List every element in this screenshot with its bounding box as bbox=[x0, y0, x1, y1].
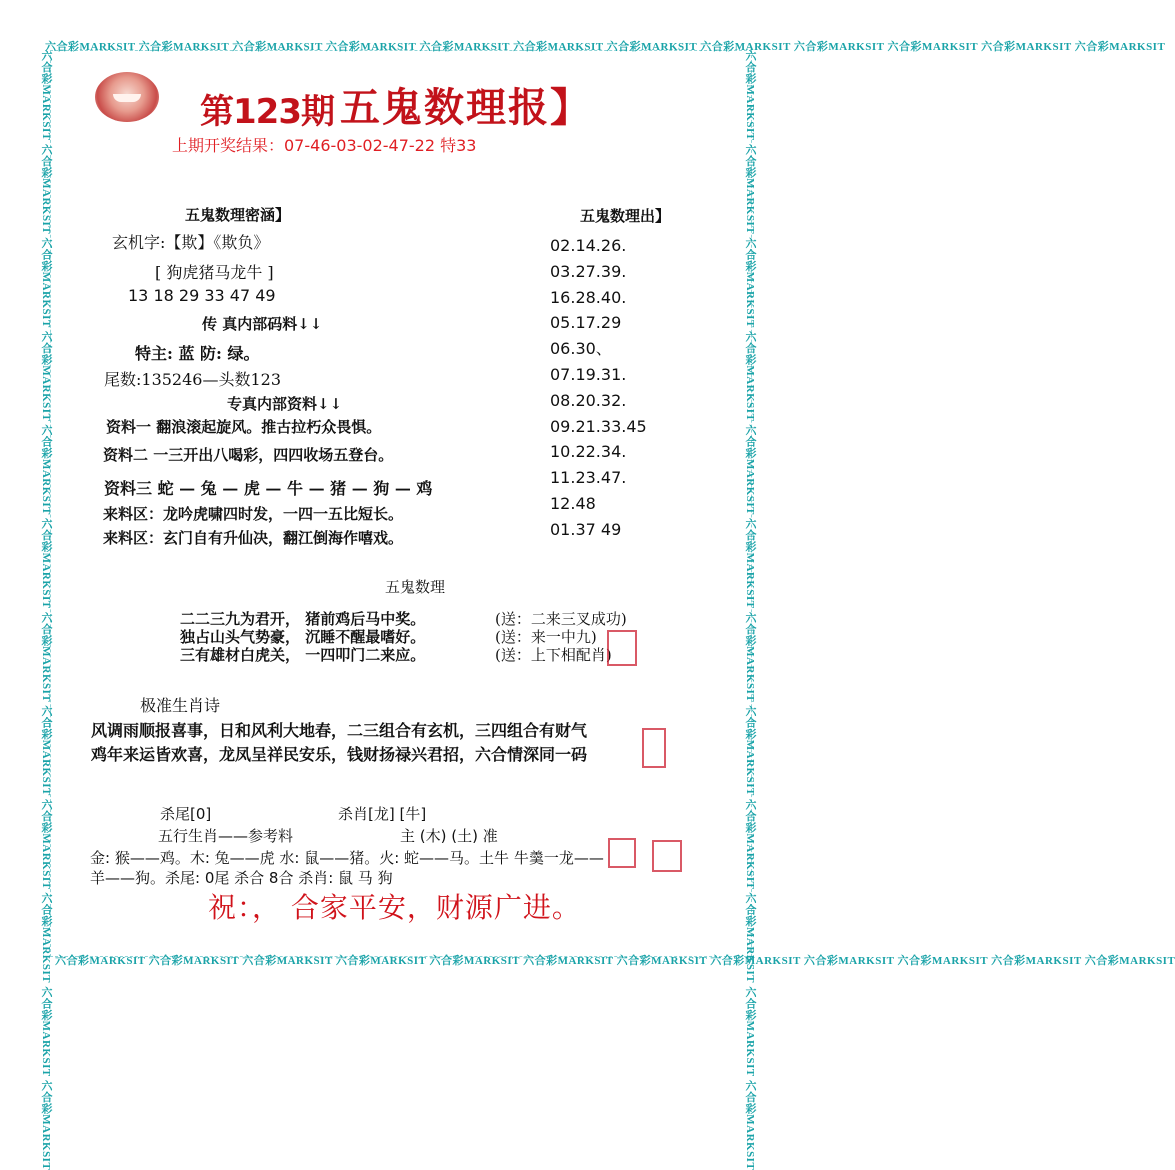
red-seal-stamp-2 bbox=[642, 728, 666, 768]
source-line-1: 来料区：龙吟虎啸四时发，一四一五比短长。 bbox=[103, 505, 404, 523]
number-row: 10.22.34. bbox=[550, 442, 627, 462]
number-row: 16.28.40. bbox=[550, 287, 627, 307]
red-seal-stamp-3 bbox=[608, 838, 636, 868]
poem-line-1: 风调雨顺报喜事，日和风利大地春，二三组合有玄机，三四组合有财气 bbox=[91, 721, 588, 740]
mystery-word: 玄机字:【欺】《欺负》 bbox=[112, 233, 270, 252]
poem-heading: 极准生肖诗 bbox=[140, 696, 221, 715]
watermark-border-right: 六合彩MARKSIT 六合彩MARKSIT 六合彩MARKSIT 六合彩MARKSIT 六合彩MARKSIT 六合彩MARKSIT 六合彩MARKSIT 六合彩MARKSIT 六合彩MARKSIT 六合彩MARKSIT 六合彩MARKSIT 六合彩MARKSIT bbox=[744, 50, 756, 1170]
kill-zodiac: 杀肖[龙] [牛] bbox=[338, 805, 427, 823]
elements-line-1: 金: 猴——鸡。木: 兔——虎 水: 鼠——猪。火: 蛇——马。土牛 牛羹一龙—— bbox=[90, 849, 604, 867]
source-line-2: 来料区：玄门自有升仙决，翻江倒海作嘻戏。 bbox=[103, 529, 404, 547]
key-numbers: 13 18 29 33 47 49 bbox=[128, 286, 276, 305]
blessing: 祝：， 合家平安，财源广进。 bbox=[208, 891, 581, 924]
zodiac-group: [ 狗虎猪马龙牛 ] bbox=[155, 263, 274, 282]
watermark-border-left: 六合彩MARKSIT 六合彩MARKSIT 六合彩MARKSIT 六合彩MARKSIT 六合彩MARKSIT 六合彩MARKSIT 六合彩MARKSIT 六合彩MARKSIT 六合彩MARKSIT 六合彩MARKSIT 六合彩MARKSIT 六合彩MARKSIT bbox=[40, 50, 52, 1170]
verse-note-1: (送：二来三叉成功) bbox=[495, 610, 627, 628]
red-seal-stamp bbox=[607, 630, 637, 666]
fax-header-2: 专真内部资料↓↓ bbox=[227, 395, 343, 413]
number-row: 08.20.32. bbox=[550, 390, 627, 410]
issue-number: 第123期 bbox=[200, 92, 334, 132]
paper-title: 五鬼数理报】 bbox=[340, 84, 592, 131]
fax-header: 传 真内部码料↓↓ bbox=[202, 315, 323, 333]
left-heading: 五鬼数理密涵】 bbox=[185, 206, 291, 224]
number-row: 02.14.26. bbox=[550, 236, 627, 255]
main-element: 主 (木) (土) 准 bbox=[400, 827, 498, 845]
red-seal-stamp-4 bbox=[652, 840, 682, 872]
elements-line-2: 羊——狗。杀尾: 0尾 杀合 8合 杀肖: 鼠 马 狗 bbox=[90, 869, 393, 887]
five-elements-title: 五行生肖——参考料 bbox=[158, 827, 294, 845]
data-line-3: 资料三 蛇 — 兔 — 虎 — 牛 — 猪 — 狗 — 鸡 bbox=[104, 479, 433, 498]
verse-line-3: 三有雄材白虎关， 一四叩门二来应。 bbox=[180, 646, 426, 664]
number-row: 01.37 49 bbox=[550, 519, 622, 539]
number-list bbox=[550, 233, 647, 543]
poem-line-2: 鸡年来运皆欢喜，龙凤呈祥民安乐，钱财扬禄兴君招，六合情深同一码 bbox=[91, 745, 588, 764]
number-row: 03.27.39. bbox=[550, 261, 627, 281]
kill-tail: 杀尾[0] bbox=[160, 805, 212, 823]
number-row: 06.30、 bbox=[550, 339, 612, 359]
watermark-border-top: 六合彩MARKSIT 六合彩MARKSIT 六合彩MARKSIT 六合彩MARKSIT 六合彩MARKSIT 六合彩MARKSIT 六合彩MARKSIT 六合彩MARKSIT 六合彩MARKSIT 六合彩MARKSIT 六合彩MARKSIT 六合彩MARKSIT bbox=[45, 41, 1166, 53]
number-row: 05.17.29 bbox=[550, 313, 622, 333]
number-row: 12.48 bbox=[550, 493, 596, 513]
tail-head-numbers: 尾数:135246—头数123 bbox=[104, 370, 282, 389]
data-line-2: 资料二 一三开出八喝彩，四四收场五登台。 bbox=[103, 446, 394, 464]
verse-line-1: 二二三九为君开， 猪前鸡后马中奖。 bbox=[180, 610, 426, 628]
ghost-face-logo bbox=[95, 72, 159, 122]
number-row: 09.21.33.45 bbox=[550, 416, 647, 436]
number-row: 07.19.31. bbox=[550, 364, 627, 384]
right-heading: 五鬼数理出】 bbox=[580, 207, 671, 225]
special-color: 特主: 蓝 防: 绿。 bbox=[135, 344, 260, 363]
number-row: 11.23.47. bbox=[550, 468, 627, 488]
section2-heading: 五鬼数理 bbox=[385, 578, 446, 596]
verse-note-3: (送：上下相配肖) bbox=[495, 646, 612, 664]
data-line-1: 资料一 翻浪滚起旋风。推古拉朽众畏惧。 bbox=[106, 418, 382, 436]
watermark-border-bottom: 六合彩MARKSIT 六合彩MARKSIT 六合彩MARKSIT 六合彩MARKSIT 六合彩MARKSIT 六合彩MARKSIT 六合彩MARKSIT 六合彩MARKSIT 六合彩MARKSIT 六合彩MARKSIT 六合彩MARKSIT 六合彩MARKSIT bbox=[55, 955, 1175, 967]
verse-note-2: (送：来一中九) bbox=[495, 628, 597, 646]
last-draw-result: 上期开奖结果：07-46-03-02-47-22 特33 bbox=[172, 136, 477, 155]
verse-line-2: 独占山头气势豪， 沉睡不醒最嗜好。 bbox=[180, 628, 426, 646]
